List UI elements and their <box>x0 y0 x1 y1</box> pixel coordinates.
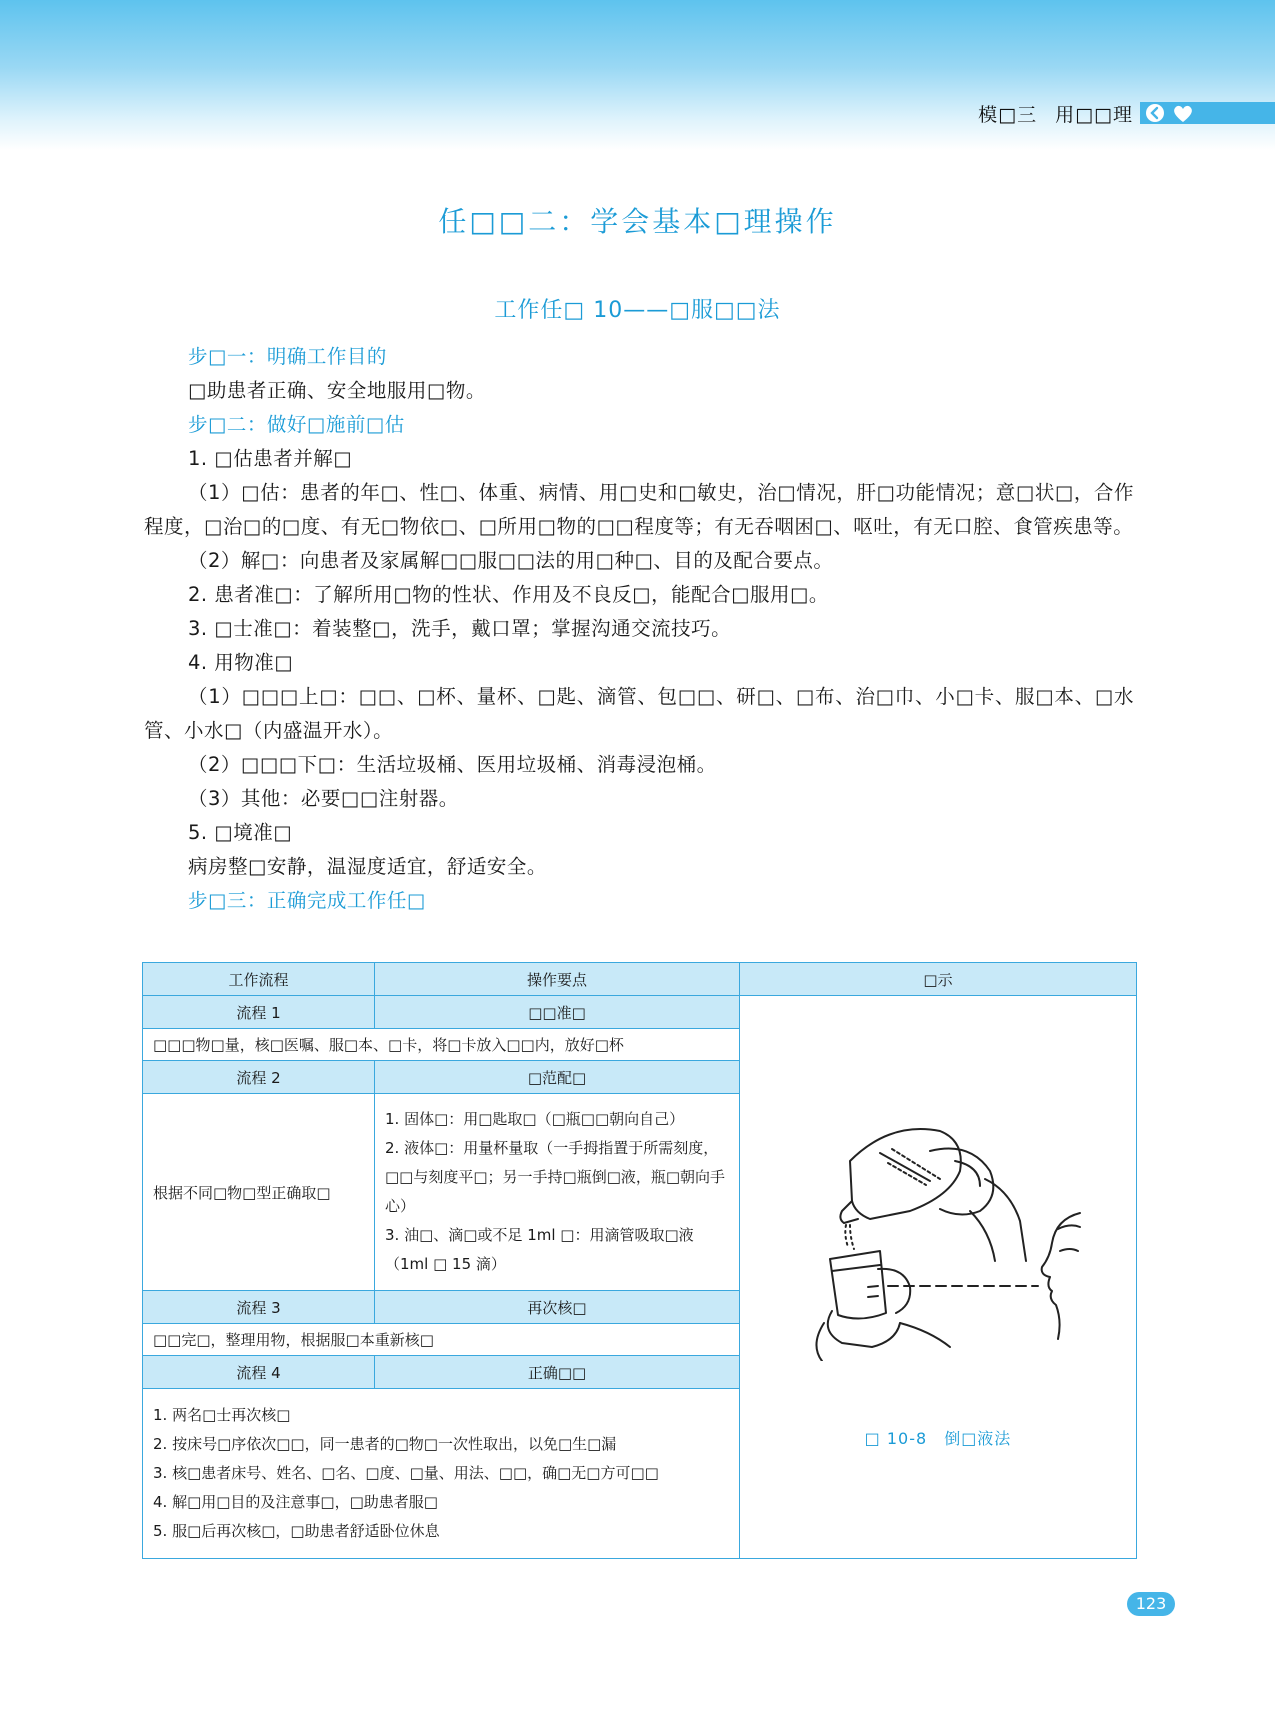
step-heading: 步□一：明确工作目的 <box>188 345 387 368</box>
operation-item: 1. 固体□：用□匙取□（□瓶□□朝向自己） <box>385 1110 685 1128</box>
heart-icon <box>1172 104 1194 124</box>
table-header-figure: □示 <box>740 963 1137 996</box>
task-title: 任□□二：学会基本□理操作 <box>438 205 837 238</box>
body-line: 4. 用物准□ <box>188 651 294 674</box>
operation-item: 2. 液体□：用量杯量取（一手拇指置于所需刻度，□□与刻度平□；另一手持□瓶倒□液，瓶□朝向手心） <box>385 1139 726 1215</box>
flow-1-point: □□准□ <box>375 996 740 1029</box>
running-header <box>960 100 1133 127</box>
step-heading: 步□三：正确完成工作任□ <box>188 889 426 912</box>
body-line: 病房整□安静，温湿度适宜，舒适安全。 <box>188 855 547 878</box>
body-line: （2）解□：向患者及家属解□□服□□法的用□种□、目的及配合要点。 <box>188 549 834 572</box>
flow-2-operations <box>375 1094 740 1291</box>
list-item: 5. 服□后再次核□，□助患者舒适卧位休息 <box>153 1522 440 1540</box>
list-item: 4. 解□用□目的及注意事□，□助患者服□ <box>153 1493 438 1511</box>
flow-3-point: 再次核□ <box>375 1291 740 1324</box>
body-line: 3. □士准□：着装整□，洗手，戴口罩；掌握沟通交流技巧。 <box>188 617 732 640</box>
body-content <box>144 340 1134 918</box>
list-item: 2. 按床号□序依次□□，同一患者的□物□一次性取出，以免□生□漏 <box>153 1435 617 1453</box>
figure-cell <box>740 996 1137 1559</box>
section-label: 用□□理 <box>1055 104 1133 126</box>
body-line: 2. 患者准□：了解所用□物的性状、作用及不良反□，能配合□服用□。 <box>188 583 829 606</box>
back-arrow-icon[interactable] <box>1146 104 1164 122</box>
flow-4-label: 流程 4 <box>143 1356 375 1389</box>
flow-4-point: 正确□□ <box>375 1356 740 1389</box>
flow-4-list <box>143 1389 740 1559</box>
figure-caption: □ 10-8 倒□液法 <box>864 1429 1012 1448</box>
flow-1-label: 流程 1 <box>143 996 375 1029</box>
flow-2-left-text: 根据不同□物□型正确取□ <box>143 1094 375 1291</box>
body-line: 5. □境准□ <box>188 821 293 844</box>
body-line: 1. □估患者并解□ <box>188 447 353 470</box>
operation-item: 3. 油□、滴□或不足 1ml □：用滴管吸取□液（1ml □ 15 滴） <box>385 1226 694 1273</box>
page-number: 123 <box>1127 1592 1175 1616</box>
step-heading: 步□二：做好□施前□估 <box>188 413 405 436</box>
flow-3-description: □□完□，整理用物，根据服□本重新核□ <box>143 1324 740 1356</box>
flow-1-description: □□□物□量，核□医嘱、服□本、□卡，将□卡放入□□内，放好□杯 <box>143 1029 740 1061</box>
body-line: □助患者正确、安全地服用□物。 <box>188 379 486 402</box>
procedure-table <box>142 962 1136 1565</box>
pouring-liquid-illustration <box>780 1101 1100 1361</box>
list-item: 1. 两名□士再次核□ <box>153 1406 291 1424</box>
body-paragraph: （1）□估：患者的年□、性□、体重、病情、用□史和□敏史，治□情况，肝□功能情况；意□状□，合作程度，□治□的□度、有无□物依□、□所用□物的□□程度等；有无吞咽困□、呕吐，有无口腔、食管疾患等。 <box>144 481 1134 538</box>
flow-2-label: 流程 2 <box>143 1061 375 1094</box>
work-task-title: 工作任□ 10——□服□□法 <box>494 298 781 323</box>
flow-3-label: 流程 3 <box>143 1291 375 1324</box>
body-line: （3）其他：必要□□注射器。 <box>188 787 459 810</box>
header-band <box>0 0 1275 150</box>
table-header-points: 操作要点 <box>375 963 740 996</box>
list-item: 3. 核□患者床号、姓名、□名、□度、□量、用法、□□，确□无□方可□□ <box>153 1464 659 1482</box>
body-paragraph: （1）□□□上□：□□、□杯、量杯、□匙、滴管、包□□、研□、□布、治□巾、小□卡、服□本、□水管、小水□（内盛温开水）。 <box>144 685 1134 742</box>
body-line: （2）□□□下□：生活垃圾桶、医用垃圾桶、消毒浸泡桶。 <box>188 753 717 776</box>
table-header-flow: 工作流程 <box>143 963 375 996</box>
module-label: 模□三 <box>978 104 1038 126</box>
flow-2-point: □范配□ <box>375 1061 740 1094</box>
